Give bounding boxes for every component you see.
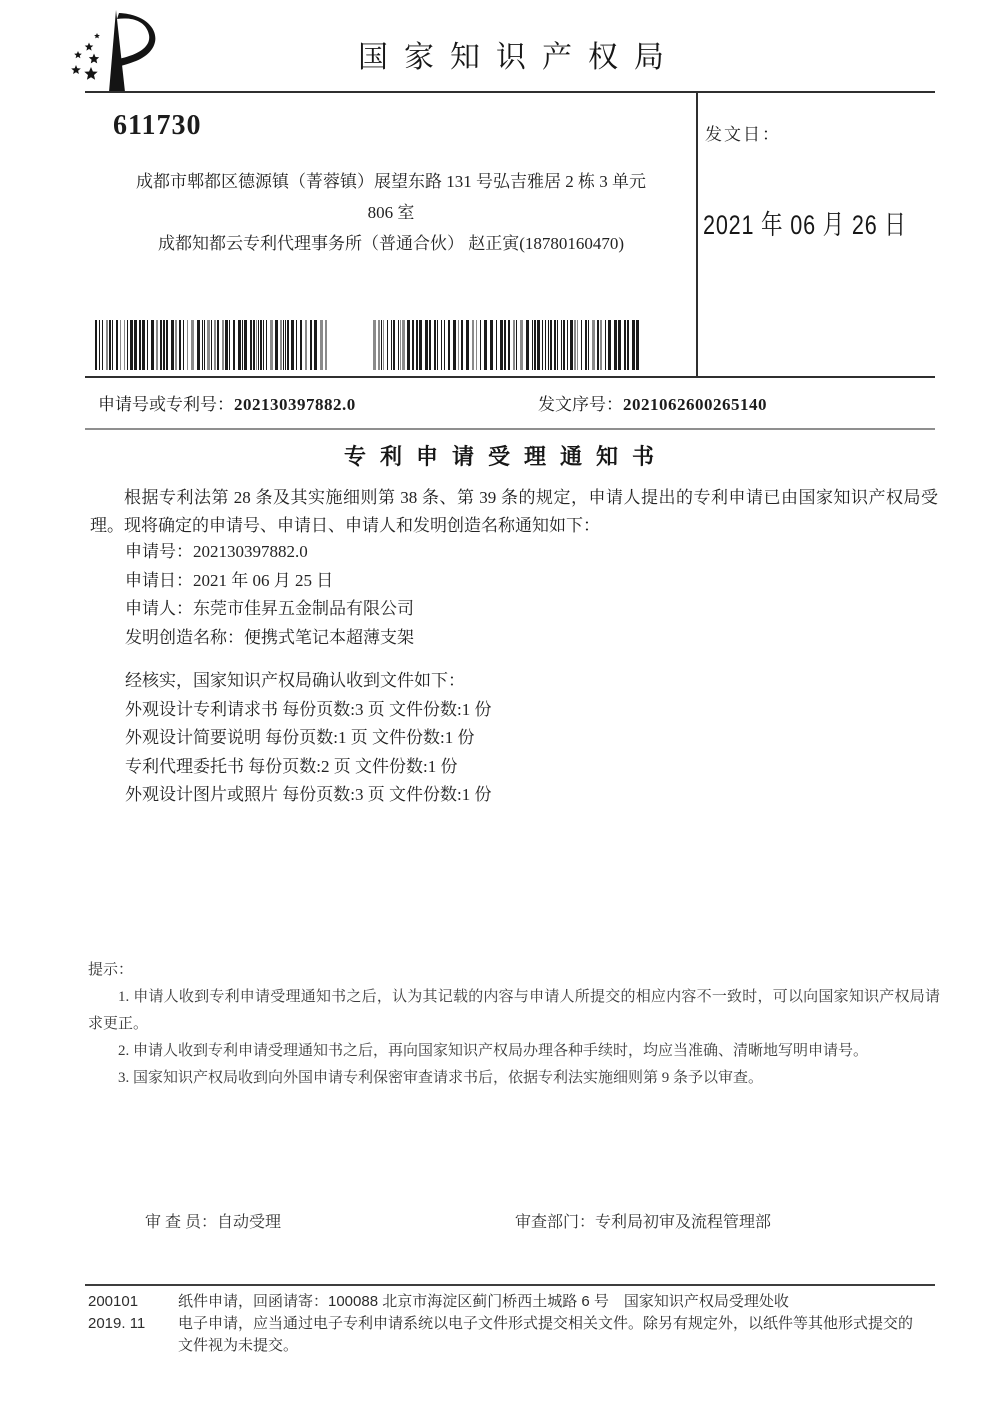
tips-list	[88, 984, 940, 1092]
tip-item: 3. 国家知识产权局收到向外国申请专利保密审查请求书后，依据专利法实施细则第 9 条予以审查。	[118, 1070, 764, 1086]
serial-number-value: 2021062600265140	[623, 395, 767, 414]
department-value: 专利局初审及流程管理部	[595, 1214, 772, 1231]
tip-item: 1. 申请人收到专利申请受理通知书之后，认为其记载的内容与申请人所提交的相应内容不一致时，可以向国家知识产权局请求更正。	[88, 989, 940, 1032]
field-invention-title: 发明创造名称：便携式笔记本超薄支架	[125, 627, 414, 647]
agency-title: 国家知识产权局	[358, 41, 680, 74]
cnipa-logo-icon	[64, 8, 168, 94]
barcode-right	[373, 320, 645, 370]
issue-date-value: 2021 年 06 月 26 日	[703, 210, 907, 240]
received-documents	[125, 667, 491, 810]
application-number-value: 202130397882.0	[234, 395, 356, 414]
serial-number-label: 发文序号：	[538, 395, 623, 414]
middle-rule	[85, 376, 935, 378]
document-line: 外观设计图片或照片 每份页数:3 页 文件份数:1 份	[125, 785, 492, 804]
footer-paper-line: 纸件申请，回函请寄：100088 北京市海淀区蓟门桥西土城路 6 号 国家知识产权局受理处收	[178, 1293, 789, 1310]
notice-intro: 根据专利法第 28 条及其实施细则第 38 条、第 39 条的规定，申请人提出的专利申请已由国家知识产权局受理。现将确定的申请号、申请日、申请人和发明创造名称通知如下：	[90, 488, 938, 535]
footer-form-codes	[88, 1291, 145, 1335]
recipient-address-block	[85, 166, 697, 259]
application-number-row	[98, 390, 356, 415]
recipient-address-line2: 806 室	[367, 203, 415, 222]
department-label: 审查部门：	[515, 1214, 596, 1231]
footer-rule	[85, 1284, 935, 1286]
field-application-date: 申请日：2021 年 06 月 25 日	[125, 570, 334, 590]
footer-electronic-line1: 电子申请，应当通过电子专利申请系统以电子文件形式提交相关文件。除另有规定外，以纸件等其他形式提交的	[178, 1315, 914, 1332]
application-fields	[125, 538, 414, 652]
examiner-value: 自动受理	[217, 1214, 282, 1231]
form-code: 200101	[88, 1293, 139, 1310]
document-line: 外观设计简要说明 每份页数:1 页 文件份数:1 份	[125, 728, 475, 747]
examiner-label: 审 查 员：	[145, 1214, 218, 1231]
document-line: 外观设计专利请求书 每份页数:3 页 文件份数:1 份	[125, 699, 492, 719]
application-number-label: 申请号或专利号：	[98, 395, 234, 414]
notice-title: 专利申请受理通知书	[343, 444, 668, 469]
tip-item: 2. 申请人收到专利申请受理通知书之后，再向国家知识产权局办理各种手续时，均应当准确、清晰地写明申请号。	[118, 1043, 869, 1059]
barcode-left	[95, 320, 330, 370]
department-row	[515, 1209, 771, 1232]
document-line: 专利代理委托书 每份页数:2 页 文件份数:1 份	[125, 756, 458, 776]
confirm-line: 经核实，国家知识产权局确认收到文件如下：	[125, 671, 465, 690]
agent-line: 成都知都云专利代理事务所（普通合伙） 赵正寅(18780160470)	[157, 234, 625, 253]
field-application-number: 申请号：202130397882.0	[125, 542, 308, 561]
recipient-address-line1: 成都市郫都区德源镇（菁蓉镇）展望东路 131 号弘吉雅居 2 栋 3 单元	[136, 172, 646, 191]
issue-date-label: 发文日：	[705, 125, 781, 144]
tips-label: 提示：	[88, 962, 134, 978]
examiner-row	[145, 1209, 281, 1232]
footer-instructions	[178, 1291, 940, 1357]
form-version: 2019. 11	[88, 1315, 146, 1332]
serial-number-row	[538, 390, 767, 415]
footer-electronic-line2: 文件视为未提交。	[178, 1337, 299, 1354]
postal-code: 611730	[113, 110, 202, 141]
row-rule	[85, 428, 935, 430]
top-rule	[85, 91, 935, 93]
field-applicant: 申请人：东莞市佳昇五金制品有限公司	[125, 599, 414, 618]
